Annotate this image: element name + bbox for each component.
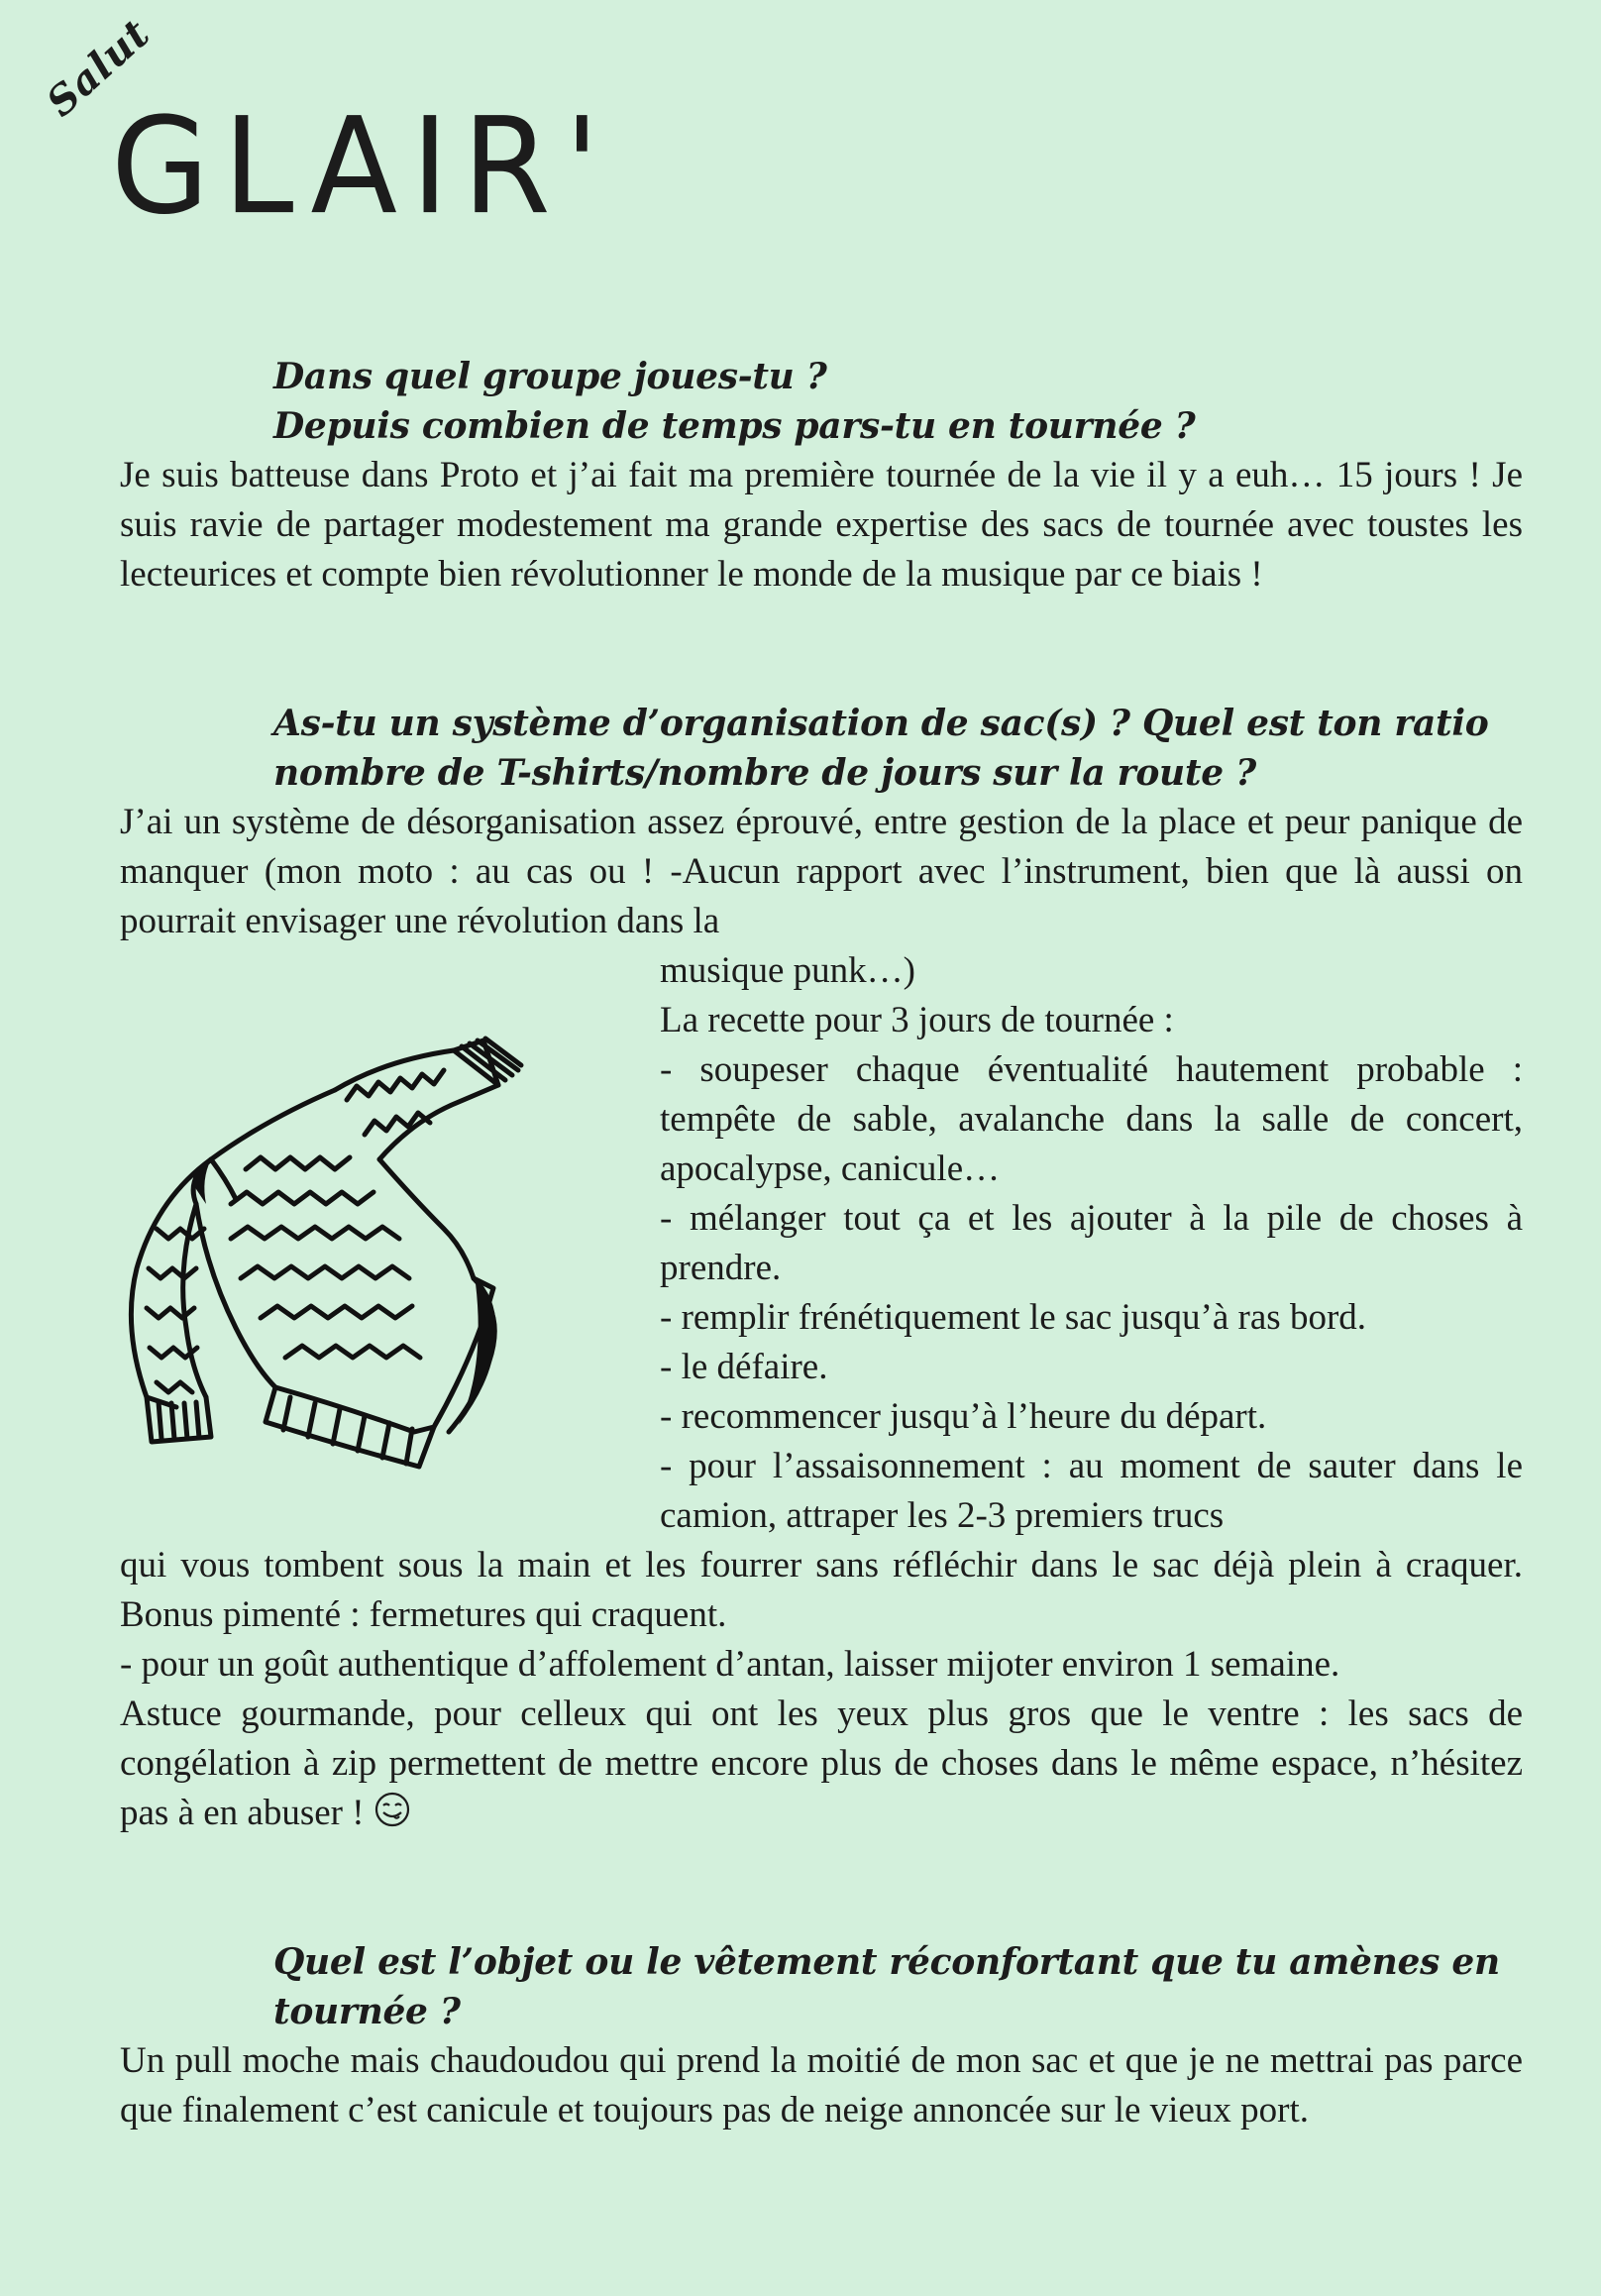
answer-2-after-3-text: Astuce gourmande, pour celleux qui ont les yeux plus gros que le ventre : les sacs de congélation à zip permettent de mettre encore plus de choses dans le même espace, n’hésitez pas à en abuser ! xyxy=(120,1694,1523,1833)
answer-2-after-1: qui vous tombent sous la main et les fourrer sans réfléchir dans le sac déjà plein à craquer. Bonus pimenté : fermetures qui craquent. xyxy=(120,1545,1523,1635)
answer-1-text: Je suis batteuse dans Proto et j’ai fait ma première tournée de la vie il y a euh… 15 jours ! Je suis ravie de partager modestement ma grande expertise des sacs de tournée avec toustes les lecteurices et compte bien révolutionner le monde de la musique par ce biais ! xyxy=(120,455,1523,595)
answer-2-side-3: - mélanger tout ça et les ajouter à la pile de choses à prendre. xyxy=(660,1198,1523,1288)
answer-2-side-4: - remplir frénétiquement le sac jusqu’à ras bord. xyxy=(660,1297,1367,1338)
answer-2-side-6: - recommencer jusqu’à l’heure du départ. xyxy=(660,1396,1267,1437)
sweater-illustration xyxy=(117,1031,612,1486)
question-1-line-1: Dans quel groupe joues-tu ? xyxy=(273,356,827,397)
question-1 xyxy=(120,352,1523,600)
answer-2-side-7: - pour l’assaisonnement : au moment de sauter dans le camion, attraper les 2-3 premiers trucs xyxy=(660,1446,1523,1536)
answer-3 xyxy=(120,2036,1523,2135)
answer-1 xyxy=(120,451,1523,600)
question-2-line-1: As-tu un système d’organisation de sac(s) ? Quel est ton ratio xyxy=(273,703,1489,744)
interviewee-name: GLAIR' xyxy=(111,89,613,245)
question-3-line-1: Quel est l’objet ou le vêtement réconfortant que tu amènes en xyxy=(273,1941,1500,1983)
answer-2-side-2: - soupeser chaque éventualité hautement probable : tempête de sable, avalanche dans la salle de concert, apocalypse, canicule… xyxy=(660,1049,1523,1189)
question-3-line-2: tournée ? xyxy=(273,1991,461,2032)
answer-2-intro: J’ai un système de désorganisation assez éprouvé, entre gestion de la place et peur panique de manquer (mon moto : au cas ou ! -Aucun rapport avec l’instrument, bien que là aussi on pourrait envisager une révolution dans la xyxy=(120,802,1523,941)
question-1-line-2: Depuis combien de temps pars-tu en tournée ? xyxy=(273,405,1196,447)
question-2-line-2: nombre de T-shirts/nombre de jours sur la route ? xyxy=(273,752,1256,794)
answer-2-after-3 xyxy=(120,1690,1523,1842)
question-3 xyxy=(120,1937,1523,2135)
salut-label: Salut xyxy=(38,9,160,126)
answer-2-side-0: musique punk…) xyxy=(660,950,915,991)
answer-3-text: Un pull moche mais chaudoudou qui prend la moitié de mon sac et que je ne mettrai pas parce que finalement c’est canicule et toujours pas de neige annoncée sur le vieux port. xyxy=(120,2040,1523,2131)
answer-2-side-5: - le défaire. xyxy=(660,1347,828,1387)
answer-2-after-2: - pour un goût authentique d’affolement d’antan, laisser mijoter environ 1 semaine. xyxy=(120,1644,1340,1685)
yum-emoji-icon xyxy=(374,1791,411,1842)
answer-2-side-1: La recette pour 3 jours de tournée : xyxy=(660,1000,1174,1040)
